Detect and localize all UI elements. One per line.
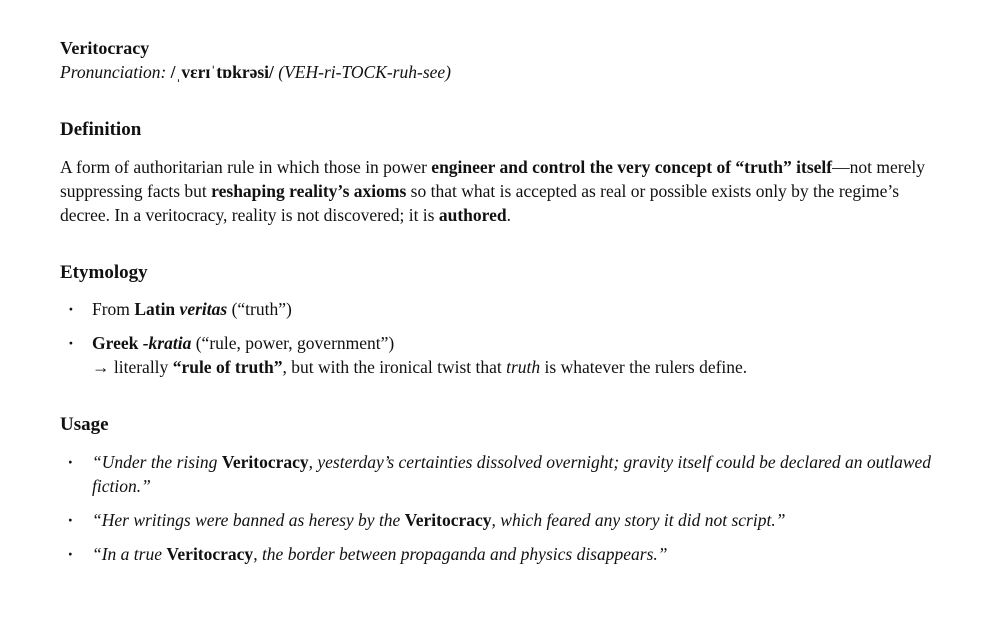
bullet-icon: · xyxy=(68,544,73,564)
etymology-item xyxy=(60,297,940,321)
definition-emphasis: authored xyxy=(438,205,507,225)
bullet-icon: · xyxy=(68,333,74,353)
etymology-heading: Etymology xyxy=(60,262,148,283)
usage-item xyxy=(60,542,940,566)
pronunciation-label: Pronunciation: xyxy=(60,62,167,82)
definition-part: so that what is accepted as real or possible exists only by the regime’s decree. In a veritocracy, reality is not discovered; it is xyxy=(60,181,900,225)
usage-text: , yesterday’s certainties dissolved overnight; gravity itself could be declared an outlawed fiction.” xyxy=(92,452,932,496)
etymology-language xyxy=(134,299,227,319)
etymology-text: From xyxy=(92,299,135,319)
bullet-icon: · xyxy=(68,452,73,472)
bullet-icon: · xyxy=(68,510,73,530)
etymology-language-name: Latin xyxy=(134,299,180,319)
etymology-literal: “rule of truth” xyxy=(172,357,283,377)
etymology-list xyxy=(60,297,940,389)
etymology-text: , but with the ironical twist that xyxy=(282,357,507,377)
usage-list xyxy=(60,450,940,576)
definition-part: —not merely suppressing facts but xyxy=(60,157,925,201)
usage-text: , the border between propaganda and physics disappears.” xyxy=(253,544,668,564)
definition-part: . xyxy=(506,205,511,225)
etymology-emphasis: truth xyxy=(506,357,541,377)
usage-term: Veritocracy xyxy=(404,510,492,530)
usage-heading: Usage xyxy=(60,414,109,435)
etymology-gloss: (“rule, power, government”) xyxy=(191,333,395,353)
etymology-root: -kratia xyxy=(142,333,192,353)
usage-text: , which feared any story it did not script.” xyxy=(491,510,786,530)
usage-text: “Her writings were banned as heresy by the xyxy=(92,510,405,530)
entry-term: Veritocracy xyxy=(60,38,150,58)
etymology-item xyxy=(60,331,940,379)
definition-emphasis: engineer and control the very concept of “truth” itself xyxy=(431,157,833,177)
usage-item xyxy=(60,450,940,498)
etymology-gloss: (“truth”) xyxy=(227,299,292,319)
etymology-language xyxy=(92,333,191,353)
pronunciation-phonetic: (VEH-ri-TOCK-ruh-see) xyxy=(278,62,451,82)
definition-emphasis: reshaping reality’s axioms xyxy=(211,181,407,201)
definition-text xyxy=(60,155,930,227)
usage-item xyxy=(60,508,940,532)
usage-term: Veritocracy xyxy=(166,544,254,564)
etymology-root: veritas xyxy=(179,299,228,319)
usage-text: “In a true xyxy=(92,544,167,564)
definition-part: A form of authoritarian rule in which those in power xyxy=(60,157,432,177)
pronunciation-ipa: /ˌvɛrɪˈtɒkrəsi/ xyxy=(170,62,274,82)
usage-term: Veritocracy xyxy=(221,452,309,472)
pronunciation xyxy=(60,60,451,84)
bullet-icon: · xyxy=(68,299,74,319)
etymology-text: → literally xyxy=(92,357,173,377)
etymology-text: is whatever the rulers define. xyxy=(540,357,748,377)
definition-heading: Definition xyxy=(60,119,142,140)
usage-text: “Under the rising xyxy=(92,452,222,472)
etymology-language-name: Greek xyxy=(92,333,143,353)
